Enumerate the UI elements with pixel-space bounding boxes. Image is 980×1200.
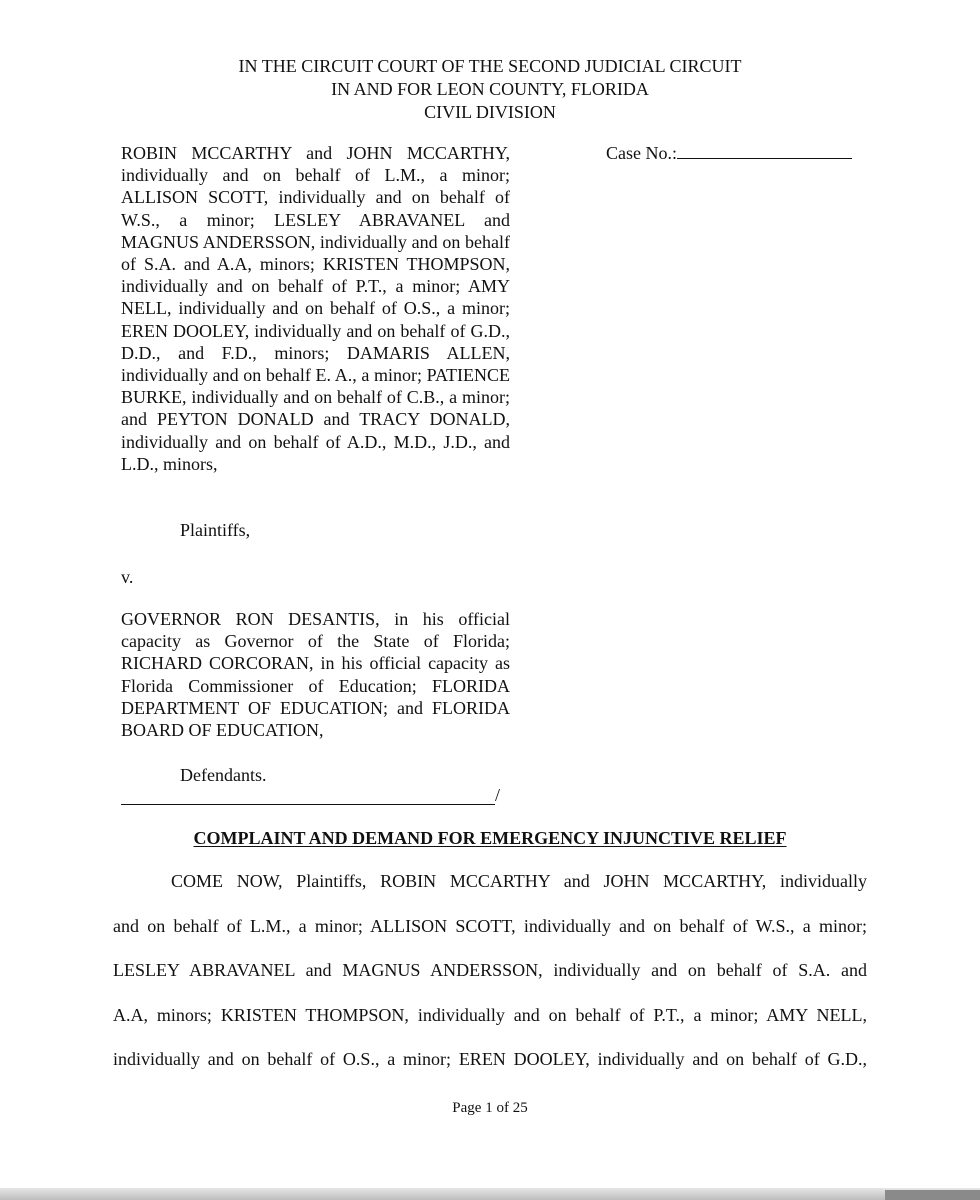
viewer-scroll-tab[interactable] bbox=[885, 1190, 980, 1200]
document-title: COMPLAINT AND DEMAND FOR EMERGENCY INJUNCTIVE RELIEF bbox=[193, 828, 787, 848]
case-number bbox=[606, 142, 852, 164]
court-name-line: IN THE CIRCUIT COURT OF THE SECOND JUDICIAL CIRCUIT bbox=[238, 56, 742, 76]
plaintiffs-label: Plaintiffs, bbox=[180, 520, 251, 540]
defendants-text: GOVERNOR RON DESANTIS, in his official capacity as Governor of the State of Florida; RICHARD CORCORAN, in his official capacity as Florida Commissioner of Education; FLORIDA DEPARTMENT OF EDUCATION; and FLORIDA BOARD OF EDUCATION, bbox=[121, 609, 510, 741]
plaintiffs-block bbox=[121, 142, 510, 475]
case-number-label: Case No.: bbox=[606, 143, 677, 163]
case-number-blank bbox=[677, 142, 852, 159]
body-line: individually and on behalf of O.S., a minor; EREN DOOLEY, individually and on behalf of G.D., bbox=[113, 1049, 867, 1069]
court-division-line: CIVIL DIVISION bbox=[424, 102, 556, 122]
caption-divider bbox=[121, 804, 495, 805]
body-line: COME NOW, Plaintiffs, ROBIN MCCARTHY and JOHN MCCARTHY, individually bbox=[171, 871, 867, 891]
defendants-block bbox=[121, 608, 510, 741]
versus-label: v. bbox=[121, 567, 134, 587]
body-line: A.A, minors; KRISTEN THOMPSON, individually and on behalf of P.T., a minor; AMY NELL, bbox=[113, 1004, 867, 1025]
defendants-label: Defendants. bbox=[180, 765, 267, 785]
body-line: LESLEY ABRAVANEL and MAGNUS ANDERSSON, individually and on behalf of S.A. and bbox=[113, 960, 867, 980]
body-line: and on behalf of L.M., a minor; ALLISON SCOTT, individually and on behalf of W.S., a minor; bbox=[113, 915, 867, 936]
court-header bbox=[0, 55, 980, 124]
complaint-body bbox=[113, 870, 867, 1093]
caption-end-slash: / bbox=[495, 785, 501, 805]
court-county-line: IN AND FOR LEON COUNTY, FLORIDA bbox=[331, 79, 649, 99]
viewer-bottom-edge bbox=[0, 1188, 980, 1200]
plaintiffs-text: ROBIN MCCARTHY and JOHN MCCARTHY, individually and on behalf of L.M., a minor; ALLISON SCOTT, individually and on behalf of W.S., a minor; LESLEY ABRAVANEL and MAGNUS ANDERSSON, individually and on behalf of S.A. and A.A, minors; KRISTEN THOMPSON, individually and on behalf of P.T., a minor; AMY NELL, individually and on behalf of O.S., a minor; EREN DOOLEY, individually and on behalf of G.D., D.D., and F.D., minors; DAMARIS ALLEN, individually and on behalf E. A., a minor; PATIENCE BURKE, individually and on behalf of C.B., a minor; and PEYTON DONALD and TRACY DONALD, individually and on behalf of A.D., M.D., J.D., and L.D., minors, bbox=[121, 143, 510, 474]
page-number: Page 1 of 25 bbox=[452, 1100, 528, 1116]
